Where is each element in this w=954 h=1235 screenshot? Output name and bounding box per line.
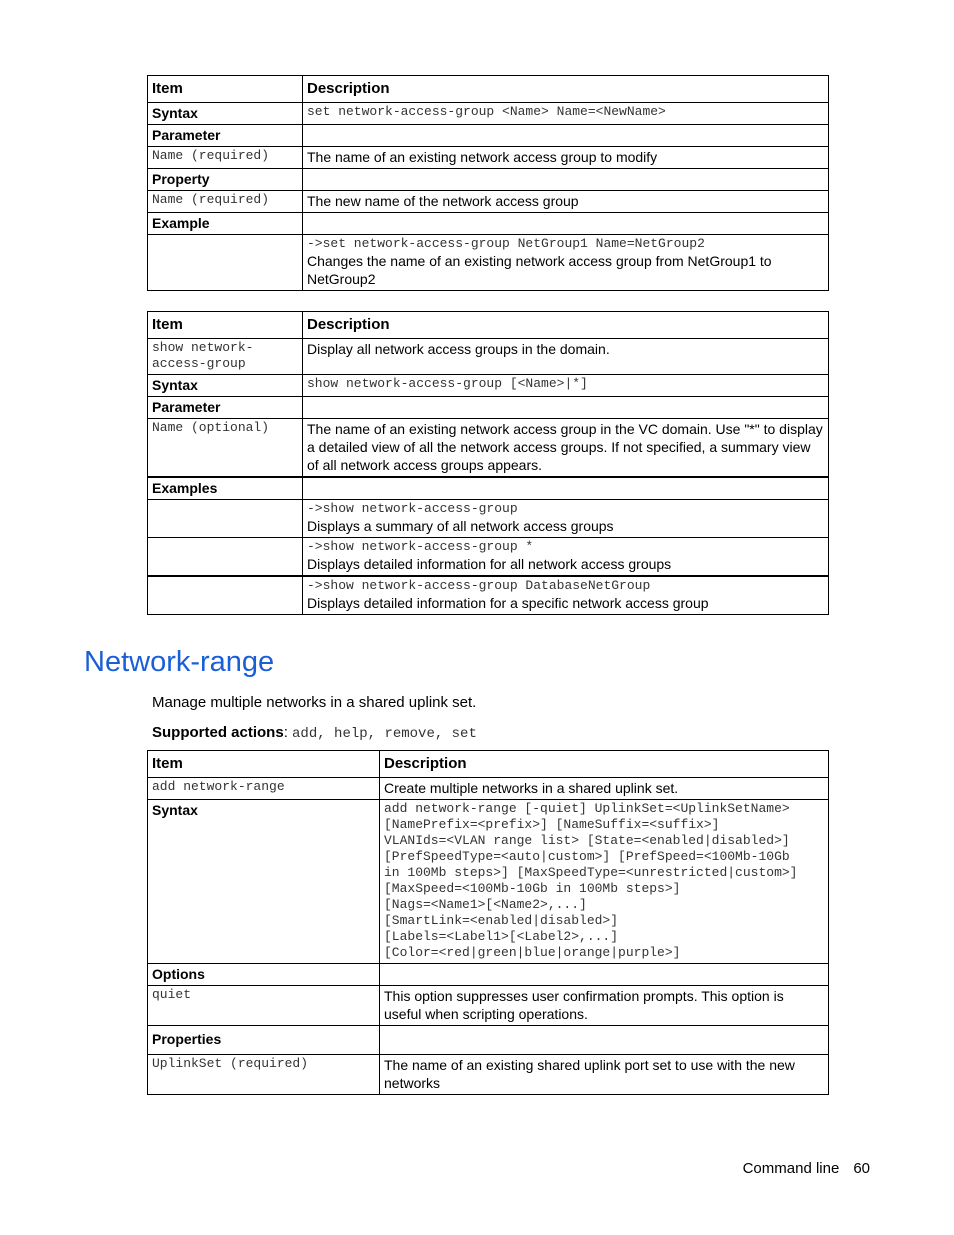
table-row <box>148 397 829 419</box>
syntax-label: Syntax <box>148 800 380 964</box>
header-item: Item <box>148 312 303 339</box>
empty-cell <box>303 477 829 500</box>
table-header-row <box>148 76 829 103</box>
table-row <box>148 125 829 147</box>
option-desc: This option suppresses user confirmation prompts. This option is useful when scripting operations. <box>380 986 829 1026</box>
command-desc: Display all network access groups in the domain. <box>303 339 829 375</box>
header-item: Item <box>148 751 380 778</box>
table-row <box>148 213 829 235</box>
param-item: Name (required) <box>152 148 270 163</box>
table-row <box>148 964 829 986</box>
table-row <box>148 103 829 125</box>
table-row <box>148 191 829 213</box>
syntax-value: show network-access-group [<Name>|*] <box>307 376 588 391</box>
empty-cell <box>148 235 303 291</box>
header-description: Description <box>303 312 829 339</box>
example-desc: Displays detailed information for all network access groups <box>307 556 672 572</box>
table-row <box>148 419 829 478</box>
example-command: ->show network-access-group * <box>307 539 534 554</box>
option-item: quiet <box>152 987 192 1002</box>
command-item: show network-access-group <box>152 340 254 371</box>
example-desc: Displays detailed information for a specific network access group <box>307 595 709 611</box>
syntax-line: VLANIds=<VLAN range list> [State=<enabled|disabled>] <box>384 833 790 848</box>
property-item: UplinkSet (required) <box>152 1056 309 1071</box>
property-label: Property <box>148 169 303 191</box>
table-row <box>148 147 829 169</box>
supported-actions-label: Supported actions <box>152 724 284 741</box>
example-command: ->show network-access-group <box>307 501 518 516</box>
syntax-line: [Nags=<Name1>[<Name2>,...] <box>384 897 587 912</box>
parameter-label: Parameter <box>148 397 303 419</box>
param-desc: The name of an existing network access group to modify <box>303 147 829 169</box>
table-header-row <box>148 312 829 339</box>
section-intro: Manage multiple networks in a shared uplink set. <box>152 694 477 711</box>
table-row <box>148 375 829 397</box>
syntax-line: add network-range [-quiet] UplinkSet=<UplinkSetName> <box>384 801 790 816</box>
empty-cell <box>380 1026 829 1055</box>
empty-cell <box>303 125 829 147</box>
table-row <box>148 169 829 191</box>
table-row <box>148 1055 829 1095</box>
empty-cell <box>148 500 303 538</box>
example-command: ->show network-access-group DatabaseNetGroup <box>307 578 651 593</box>
prop-item: Name (required) <box>152 192 270 207</box>
table-row <box>148 235 829 291</box>
supported-actions: Supported actions: add, help, remove, set <box>152 724 477 742</box>
options-label: Options <box>148 964 380 986</box>
syntax-line: [PrefSpeedType=<auto|custom>] [PrefSpeed=<100Mb-10Gb <box>384 849 790 864</box>
show-network-access-group-table <box>147 311 829 615</box>
empty-cell <box>303 169 829 191</box>
syntax-line: [MaxSpeed=<100Mb-10Gb in 100Mb steps>] <box>384 881 681 896</box>
table-row <box>148 1026 829 1055</box>
table-row <box>148 500 829 538</box>
param-item: Name (optional) <box>152 420 270 435</box>
set-network-access-group-table <box>147 75 829 291</box>
empty-cell <box>148 538 303 577</box>
table-row <box>148 538 829 577</box>
syntax-line: [NamePrefix=<prefix>] [NameSuffix=<suffix>] <box>384 817 720 832</box>
syntax-value: set network-access-group <Name> Name=<NewName> <box>307 104 666 119</box>
command-item: add network-range <box>152 779 285 794</box>
syntax-label: Syntax <box>148 103 303 125</box>
section-title: Network-range <box>84 646 275 678</box>
properties-label: Properties <box>148 1026 380 1055</box>
command-desc: Create multiple networks in a shared uplink set. <box>380 778 829 800</box>
table-row <box>148 778 829 800</box>
examples-label: Examples <box>148 477 303 500</box>
syntax-line: [Labels=<Label1>[<Label2>,...] <box>384 929 619 944</box>
example-label: Example <box>148 213 303 235</box>
add-network-range-table <box>147 750 829 1095</box>
parameter-label: Parameter <box>148 125 303 147</box>
empty-cell <box>148 576 303 615</box>
example-desc: Changes the name of an existing network access group from NetGroup1 to NetGroup2 <box>307 253 772 287</box>
syntax-line: [SmartLink=<enabled|disabled>] <box>384 913 619 928</box>
supported-actions-values: add, help, remove, set <box>292 726 477 742</box>
param-desc: The name of an existing network access group in the VC domain. Use "*" to display a detailed view of all the network access groups. If not specified, a summary view of all network access groups appears. <box>303 419 829 478</box>
syntax-block <box>380 800 829 964</box>
table-row <box>148 800 829 964</box>
property-desc: The name of an existing shared uplink port set to use with the new networks <box>380 1055 829 1095</box>
empty-cell <box>303 397 829 419</box>
table-row <box>148 339 829 375</box>
table-row <box>148 477 829 500</box>
footer-label: Command line <box>742 1160 840 1177</box>
table-header-row <box>148 751 829 778</box>
empty-cell <box>303 213 829 235</box>
example-desc: Displays a summary of all network access groups <box>307 518 614 534</box>
syntax-line: [Color=<red|green|blue|orange|purple>] <box>384 945 681 960</box>
header-description: Description <box>303 76 829 103</box>
header-item: Item <box>148 76 303 103</box>
empty-cell <box>380 964 829 986</box>
page-footer <box>743 1160 870 1177</box>
syntax-label: Syntax <box>148 375 303 397</box>
table-row <box>148 986 829 1026</box>
syntax-line: in 100Mb steps>] [MaxSpeedType=<unrestricted|custom>] <box>384 865 798 880</box>
header-description: Description <box>380 751 829 778</box>
example-command: ->set network-access-group NetGroup1 Name=NetGroup2 <box>307 236 705 251</box>
prop-desc: The new name of the network access group <box>303 191 829 213</box>
page-number: 60 <box>853 1160 870 1177</box>
table-row <box>148 576 829 615</box>
